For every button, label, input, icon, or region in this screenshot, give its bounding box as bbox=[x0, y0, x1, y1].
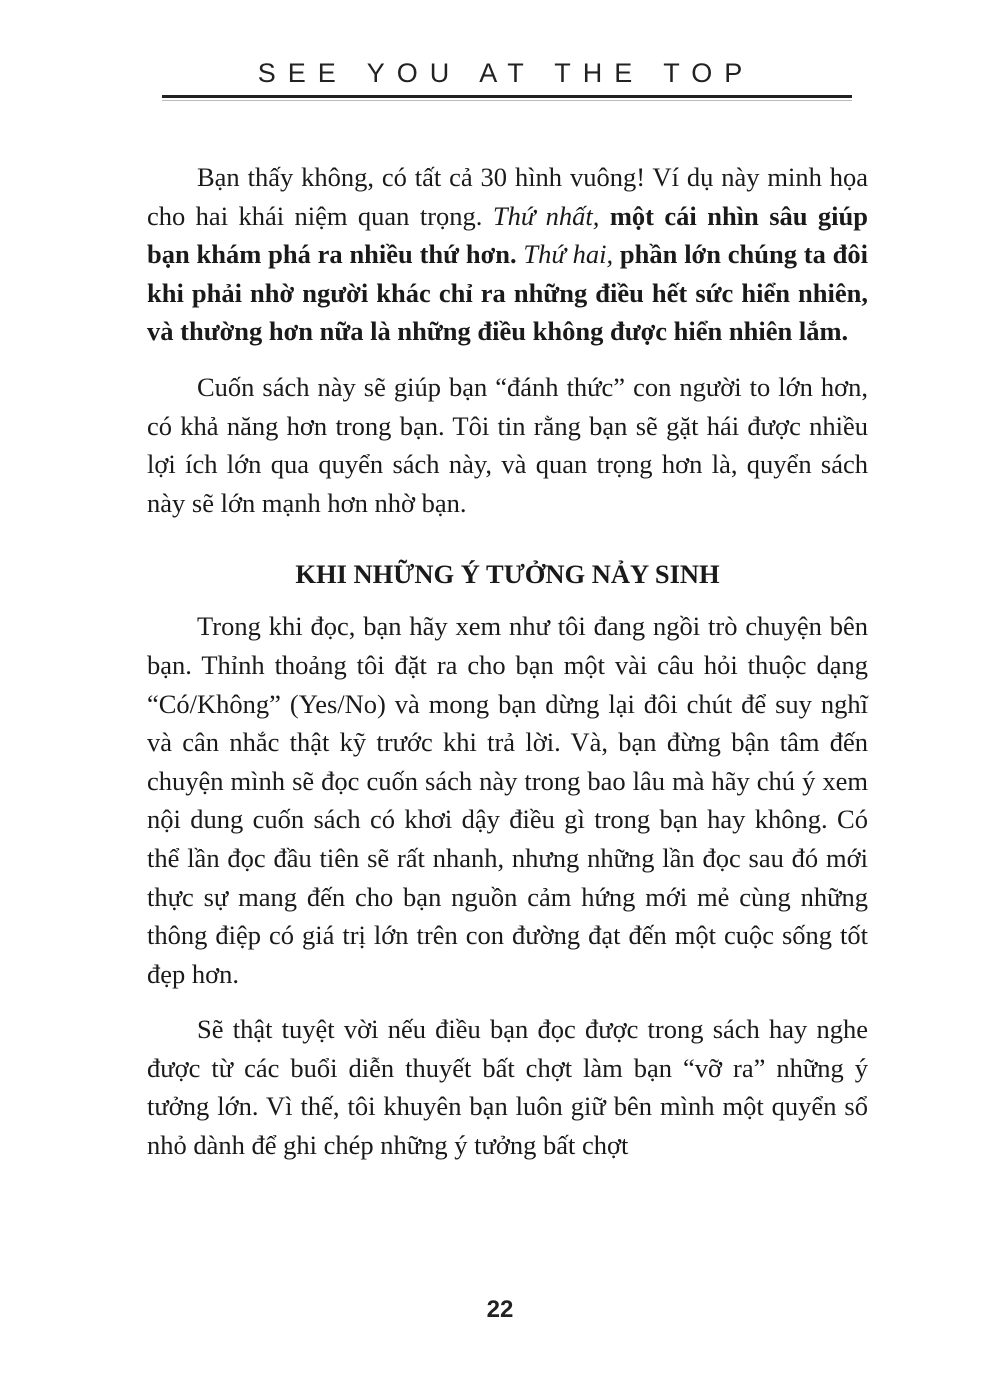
paragraph-4: Sẽ thật tuyệt vời nếu điều bạn đọc được trong sách hay nghe được từ các buổi diễn thuyết bất chợt làm bạn “vỡ ra” những ý tưởng lớn. Vì thế, tôi khuyên bạn luôn giữ bên mình một quyển sổ nhỏ dành để ghi chép những ý tưởng bất chợt bbox=[147, 1014, 868, 1161]
body-text bbox=[147, 158, 868, 1165]
paragraph-1-italic-first: Thứ nhất, bbox=[492, 200, 600, 231]
running-header: SEE YOU AT THE TOP bbox=[257, 58, 755, 88]
paragraph-1-italic-second: Thứ hai, bbox=[523, 239, 614, 270]
paragraph-1-bold-first: một cái nhìn sâu giúp bạn khám phá ra nhiều thứ hơn. bbox=[147, 200, 869, 270]
paragraph-3: Trong khi đọc, bạn hãy xem như tôi đang ngồi trò chuyện bên bạn. Thỉnh thoảng tôi đặt ra cho bạn một vài câu hỏi thuộc dạng “Có/Không” (Yes/No) và mong bạn dừng lại đôi chút để suy nghĩ và cân nhắc thật kỹ trước khi trả lời. Và, bạn đừng bận tâm đến chuyện mình sẽ đọc cuốn sách này trong bao lâu mà hãy chú ý xem nội dung cuốn sách có khơi dậy điều gì trong bạn hay không. Có thể lần đọc đầu tiên sẽ rất nhanh, nhưng những lần đọc sau đó mới thực sự mang đến cho bạn nguồn cảm hứng mới mẻ cùng những thông điệp có giá trị lớn trên con đường đạt đến một cuộc sống tốt đẹp hơn. bbox=[147, 611, 868, 989]
paragraph-1-text: Bạn thấy không, có tất cả 30 hình vuông! Ví dụ này minh họa cho hai khái niệm quan trọng. bbox=[147, 162, 868, 231]
header-rule bbox=[162, 95, 852, 98]
section-heading: KHI NHỮNG Ý TƯỞNG NẢY SINH bbox=[295, 559, 720, 590]
paragraph-2: Cuốn sách này sẽ giúp bạn “đánh thức” con người to lớn hơn, có khả năng hơn trong bạn. Tôi tin rằng bạn sẽ gặt hái được nhiều lợi ích lớn qua quyển sách này, và quan trọng hơn là, quyển sách này sẽ lớn mạnh hơn nhờ bạn. bbox=[147, 371, 868, 518]
paragraph-1-bold-second: phần lớn chúng ta đôi khi phải nhờ người khác chỉ ra những điều hết sức hiển nhiên, và thường hơn nữa là những điều không được hiển nhiên lắm. bbox=[147, 239, 869, 347]
paragraph-1 bbox=[147, 158, 868, 351]
page-number: 22 bbox=[486, 1296, 514, 1323]
header-rule-shadow bbox=[162, 100, 852, 101]
